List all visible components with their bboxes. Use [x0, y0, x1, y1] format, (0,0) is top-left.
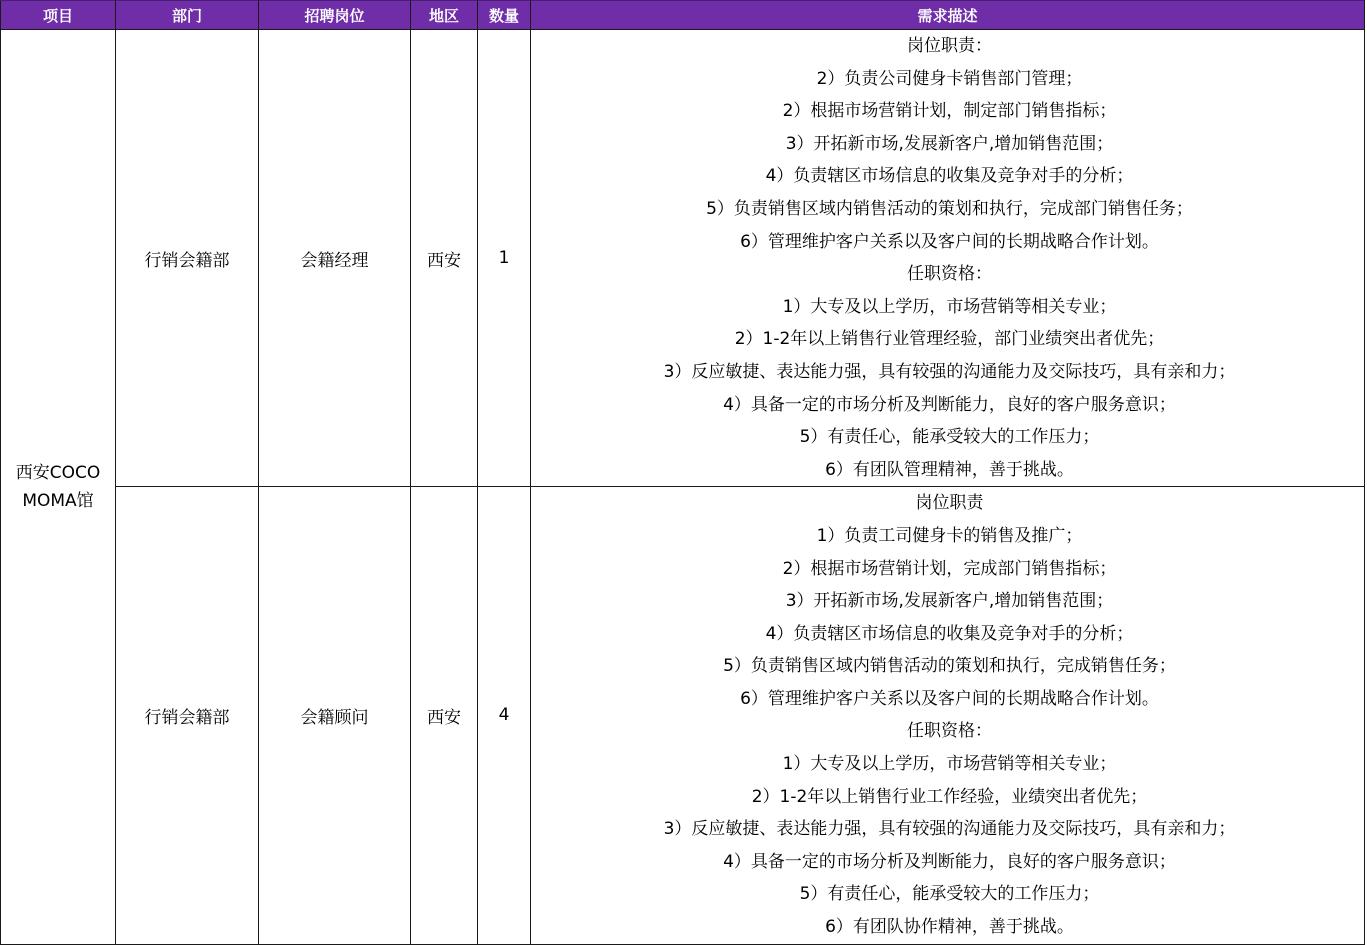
- description-line: 任职资格：: [907, 721, 992, 742]
- description-line: 岗位职责：: [907, 36, 992, 56]
- description-list: [531, 30, 1364, 486]
- description-line: 3）开拓新市场,发展新客户,增加销售范围；: [785, 133, 1114, 154]
- description-line: 1）大专及以上学历，市场营销等相关专业；: [782, 754, 1117, 775]
- description-line: 2）负责公司健身卡销售部门管理；: [816, 68, 1083, 89]
- description-line: 3）反应敏捷、表达能力强，具有较强的沟通能力及交际技巧，具有亲和力；: [663, 361, 1236, 382]
- description-cell: [531, 30, 1365, 487]
- description-line: 6）有团队管理精神，善于挑战。: [825, 459, 1074, 480]
- description-line: 6）管理维护客户关系以及客户间的长期战略合作计划。: [740, 688, 1159, 709]
- department-cell: 行销会籍部: [116, 30, 259, 487]
- table-row: [1, 30, 1365, 487]
- description-line: 2）1-2年以上销售行业工作经验，业绩突出者优先；: [751, 786, 1148, 807]
- description-line: 4）具备一定的市场分析及判断能力，良好的客户服务意识；: [723, 394, 1176, 415]
- description-line: 2）根据市场营销计划，制定部门销售指标；: [782, 101, 1117, 122]
- region-cell: 西安: [411, 487, 478, 944]
- description-line: 岗位职责: [915, 493, 984, 514]
- header-department: 部门: [116, 1, 259, 30]
- description-line: 6）有团队协作精神，善于挑战。: [825, 917, 1074, 938]
- project-name-line1: 西安COCO: [15, 462, 101, 483]
- header-region: 地区: [411, 1, 478, 30]
- project-name-cell: [1, 30, 116, 945]
- header-row: [1, 1, 1365, 30]
- quantity-cell: 1: [478, 30, 531, 487]
- description-line: 1）负责工司健身卡的销售及推广；: [816, 525, 1083, 546]
- department-cell: 行销会籍部: [116, 487, 259, 944]
- description-line: 4）具备一定的市场分析及判断能力，良好的客户服务意识；: [723, 851, 1176, 872]
- table-row: [1, 487, 1365, 944]
- description-line: 3）反应敏捷、表达能力强，具有较强的沟通能力及交际技巧，具有亲和力；: [663, 819, 1236, 840]
- description-line: 任职资格：: [907, 264, 992, 285]
- description-line: 2）根据市场营销计划，完成部门销售指标；: [782, 558, 1117, 579]
- quantity-cell: 4: [478, 487, 531, 944]
- description-line: 5）负责销售区域内销售活动的策划和执行，完成部门销售任务；: [706, 198, 1193, 219]
- header-position: 招聘岗位: [259, 1, 411, 30]
- header-description: 需求描述: [531, 1, 1365, 30]
- description-line: 1）大专及以上学历，市场营销等相关专业；: [782, 296, 1117, 317]
- description-cell: [531, 487, 1365, 944]
- description-line: 5）有责任心，能承受较大的工作压力；: [799, 884, 1100, 905]
- description-list: [531, 487, 1364, 943]
- description-line: 4）负责辖区市场信息的收集及竞争对手的分析；: [765, 623, 1134, 644]
- description-line: 4）负责辖区市场信息的收集及竞争对手的分析；: [765, 166, 1134, 187]
- description-line: 3）开拓新市场,发展新客户,增加销售范围；: [785, 591, 1114, 612]
- project-name-line2: MOMA馆: [22, 490, 94, 511]
- region-cell: 西安: [411, 30, 478, 487]
- header-quantity: 数量: [478, 1, 531, 30]
- description-line: 5）有责任心，能承受较大的工作压力；: [799, 427, 1100, 448]
- description-line: 5）负责销售区域内销售活动的策划和执行，完成销售任务；: [723, 656, 1176, 677]
- position-cell: 会籍经理: [259, 30, 411, 487]
- description-line: 2）1-2年以上销售行业管理经验，部门业绩突出者优先；: [734, 329, 1165, 350]
- header-project: 项目: [1, 1, 116, 30]
- position-cell: 会籍顾问: [259, 487, 411, 944]
- description-line: 6）管理维护客户关系以及客户间的长期战略合作计划。: [740, 231, 1159, 252]
